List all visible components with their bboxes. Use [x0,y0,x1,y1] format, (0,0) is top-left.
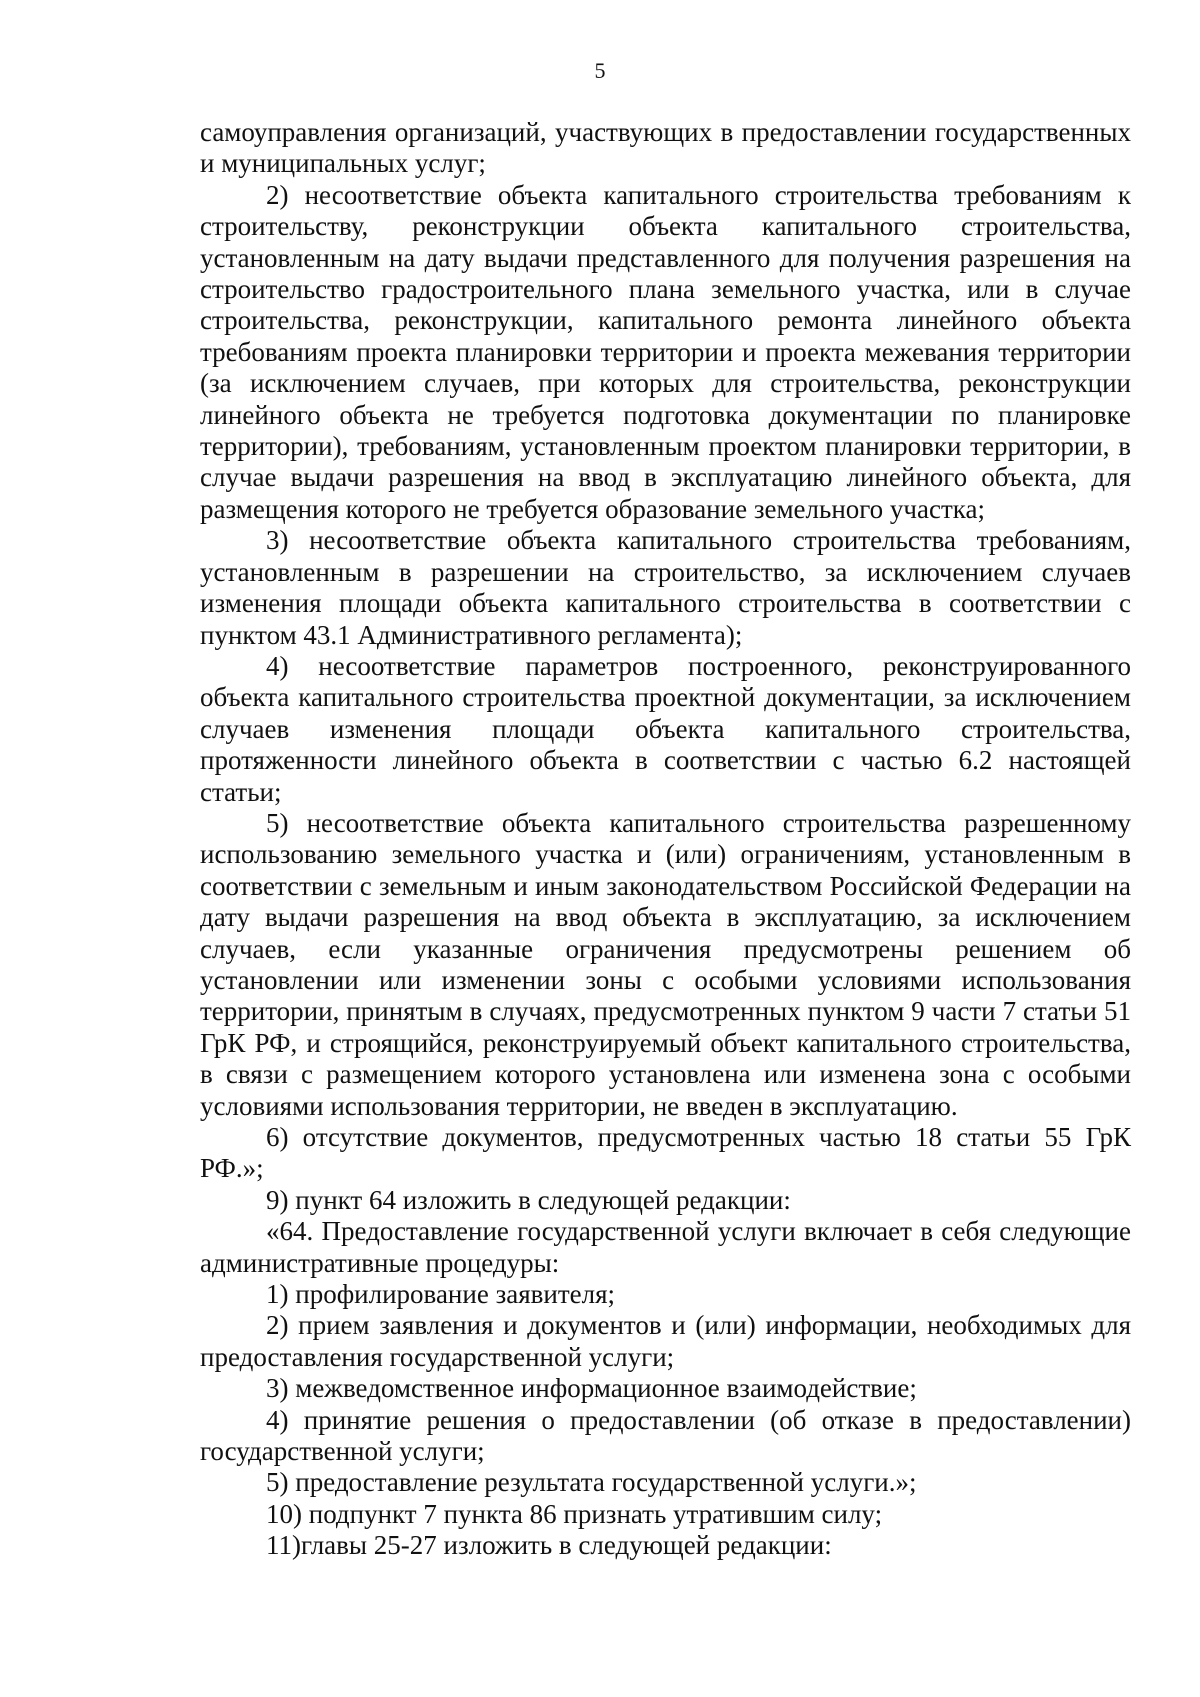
paragraph-item-5: 5) несоответствие объекта капитального строительства разрешенному использованию земельного участка и (или) ограничениям, установленным в соответствии с земельным и иным законодательством Российской Федерации на дату выдачи разрешения на ввод объекта в эксплуатацию, за исключением случаев, если указанные ограничения предусмотрены решением об установлении или изменении зоны с особыми условиями использования территории, принятым в случаях, предусмотренных пунктом 9 части 7 статьи 51 ГрК РФ, и строящийся, реконструируемый объект капитального строительства, в связи с размещением которого установлена или изменена зона с особыми условиями использования территории, не введен в эксплуатацию. [200,807,1131,1121]
paragraph-procedure-3: 3) межведомственное информационное взаимодействие; [266,1373,917,1404]
page-number: 5 [594,58,606,83]
paragraph-item-3: 3) несоответствие объекта капитального строительства требованиям, установленным в разрешении на строительство, за исключением случаев изменения площади объекта капитального строительства в соответствии с пунктом 43.1 Административного регламента); [200,525,1131,650]
paragraph-procedure-4: 4) принятие решения о предоставлении (об отказе в предоставлении) государственной услуги; [200,1404,1131,1467]
paragraph-point-10: 10) подпункт 7 пункта 86 признать утратившим силу; [266,1498,883,1529]
paragraph-procedure-2: 2) прием заявления и документов и (или) информации, необходимых для предоставления государственной услуги; [200,1310,1131,1372]
paragraph-continuation: самоуправления организаций, участвующих в предоставлении государственных и муниципальных услуг; [200,117,1131,179]
paragraph-procedure-5: 5) предоставление результата государственной услуги.»; [266,1467,917,1498]
paragraph-point-11: 11)главы 25-27 изложить в следующей редакции: [266,1530,832,1561]
paragraph-point-9: 9) пункт 64 изложить в следующей редакции: [266,1184,791,1215]
paragraph-clause-64: «64. Предоставление государственной услуги включает в себя следующие административные процедуры: [200,1216,1131,1278]
paragraph-item-6: 6) отсутствие документов, предусмотренных частью 18 статьи 55 ГрК РФ.»; [200,1122,1131,1184]
paragraph-item-4: 4) несоответствие параметров построенного, реконструированного объекта капитального строительства проектной документации, за исключением случаев изменения площади объекта капитального строительства, протяженности линейного объекта в соответствии с частью 6.2 настоящей статьи; [200,650,1131,807]
paragraph-item-2: 2) несоответствие объекта капитального строительства требованиям к строительству, реконструкции объекта капитального строительства, установленным на дату выдачи представленного для получения разрешения на строительство градостроительного плана земельного участка, или в случае строительства, реконструкции, капитального ремонта линейного объекта требованиям проекта планировки территории и проекта межевания территории (за исключением случаев, при которых для строительства, реконструкции линейного объекта не требуется подготовка документации по планировке территории), требованиям, установленным проектом планировки территории, в случае выдачи разрешения на ввод в эксплуатацию линейного объекта, для размещения которого не требуется образование земельного участка; [200,179,1131,524]
document-body [200,117,1131,1562]
paragraph-procedure-1: 1) профилирование заявителя; [266,1279,616,1310]
